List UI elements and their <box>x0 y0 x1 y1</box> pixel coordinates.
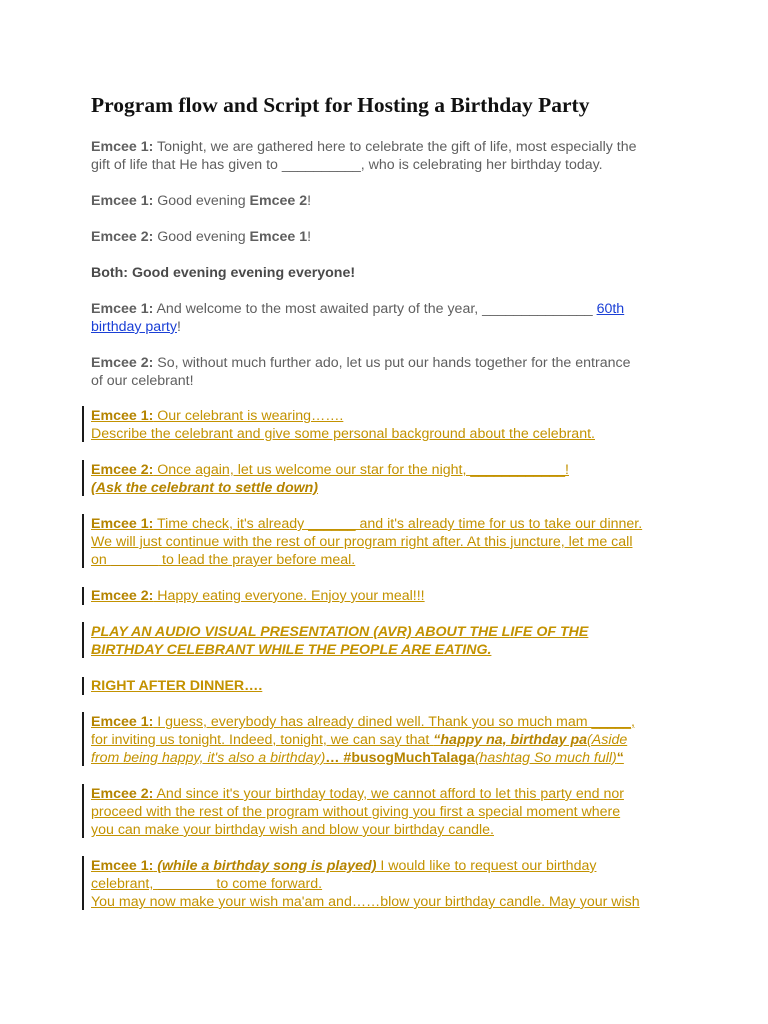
script-paragraph-happy-eating: Emcee 2: Happy eating everyone. Enjoy your meal!!! <box>91 588 425 604</box>
change-bar <box>82 460 84 496</box>
speaker-label: Emcee 1: <box>91 139 154 155</box>
script-paragraph-welcome-star: Emcee 2: Once again, let us welcome our star for the night, ____________! (Ask the celebrant to settle down) <box>91 462 569 496</box>
script-paragraph-birthday-wish: Emcee 1: (while a birthday song is played) I would like to request our birthday celebrant, _______ to come forward. You may now make your wish ma'am and……blow your birthday candle. May your wish <box>91 858 640 910</box>
speaker-label: Emcee 1: <box>91 858 154 874</box>
change-bar <box>82 784 84 838</box>
speaker-label: Emcee 1: <box>91 408 154 424</box>
script-paragraph-both: Both: Good evening evening everyone! <box>91 265 356 281</box>
speaker-label: Emcee 1: <box>91 516 154 532</box>
script-paragraph-dinner-time: Emcee 1: Time check, it's already ______ and it's already time for us to take our dinner. We will just continue with the rest of our program right after. At this juncture, let me call on ______ to lead the prayer before meal. <box>91 516 643 568</box>
script-paragraph-thank-you: Emcee 1: I guess, everybody has already dined well. Thank you so much mam _____, for inviting us tonight. Indeed, tonight, we can say that “happy na, birthday pa(Aside from being happy, it's also a birthday)… #busogMuchTalaga(hashtag So much full)“ <box>91 714 635 766</box>
change-bar <box>82 677 84 695</box>
script-paragraph-intro: Emcee 1: Tonight, we are gathered here to celebrate the gift of life, most especially the gift of life that He has given to __________, who is celebrating her birthday today. <box>91 139 637 173</box>
change-bar <box>82 856 84 910</box>
change-bar <box>82 406 84 442</box>
speaker-label: Emcee 2: <box>91 588 154 604</box>
stage-direction: (while a birthday song is played) <box>153 858 377 874</box>
speaker-label: Emcee 2: <box>91 786 154 802</box>
change-bar <box>82 712 84 766</box>
script-paragraph-celebrant-outfit: Emcee 1: Our celebrant is wearing……. Describe the celebrant and give some personal background about the celebrant. <box>91 408 595 442</box>
speaker-label: Emcee 1: <box>91 714 154 730</box>
speaker-label: Emcee 2: <box>91 229 154 245</box>
speaker-label: Emcee 1: <box>91 301 154 317</box>
speaker-label: Emcee 2: <box>91 462 154 478</box>
change-bar <box>82 587 84 605</box>
document-title: Program flow and Script for Hosting a Birthday Party <box>91 93 590 117</box>
script-paragraph-special-moment: Emcee 2: And since it's your birthday today, we cannot afford to let this party end nor proceed with the rest of the program without giving you first a special moment where you can make your birthday wish and blow your birthday candle. <box>91 786 624 838</box>
change-bar <box>82 622 84 658</box>
change-bar <box>82 514 84 568</box>
script-paragraph-welcome: Emcee 1: And welcome to the most awaited party of the year, ______________ 60th birthday party! <box>91 301 625 335</box>
section-heading-after-dinner: RIGHT AFTER DINNER…. <box>91 678 263 694</box>
stage-direction: (Ask the celebrant to settle down) <box>91 480 319 496</box>
script-paragraph-greeting-1: Emcee 1: Good evening Emcee 2! <box>91 193 312 209</box>
speaker-label: Emcee 2: <box>91 355 154 371</box>
script-paragraph-entrance: Emcee 2: So, without much further ado, let us put our hands together for the entrance of our celebrant! <box>91 355 631 389</box>
speaker-label: Emcee 1: <box>91 193 154 209</box>
script-paragraph-avr-instruction: PLAY AN AUDIO VISUAL PRESENTATION (AVR) ABOUT THE LIFE OF THE BIRTHDAY CELEBRANT WHILE THE PEOPLE ARE EATING. <box>91 624 589 658</box>
birthday-party-link[interactable]: 60th <box>596 301 625 317</box>
script-paragraph-greeting-2: Emcee 2: Good evening Emcee 1! <box>91 229 312 245</box>
birthday-party-link-cont[interactable]: birthday party <box>91 319 177 335</box>
